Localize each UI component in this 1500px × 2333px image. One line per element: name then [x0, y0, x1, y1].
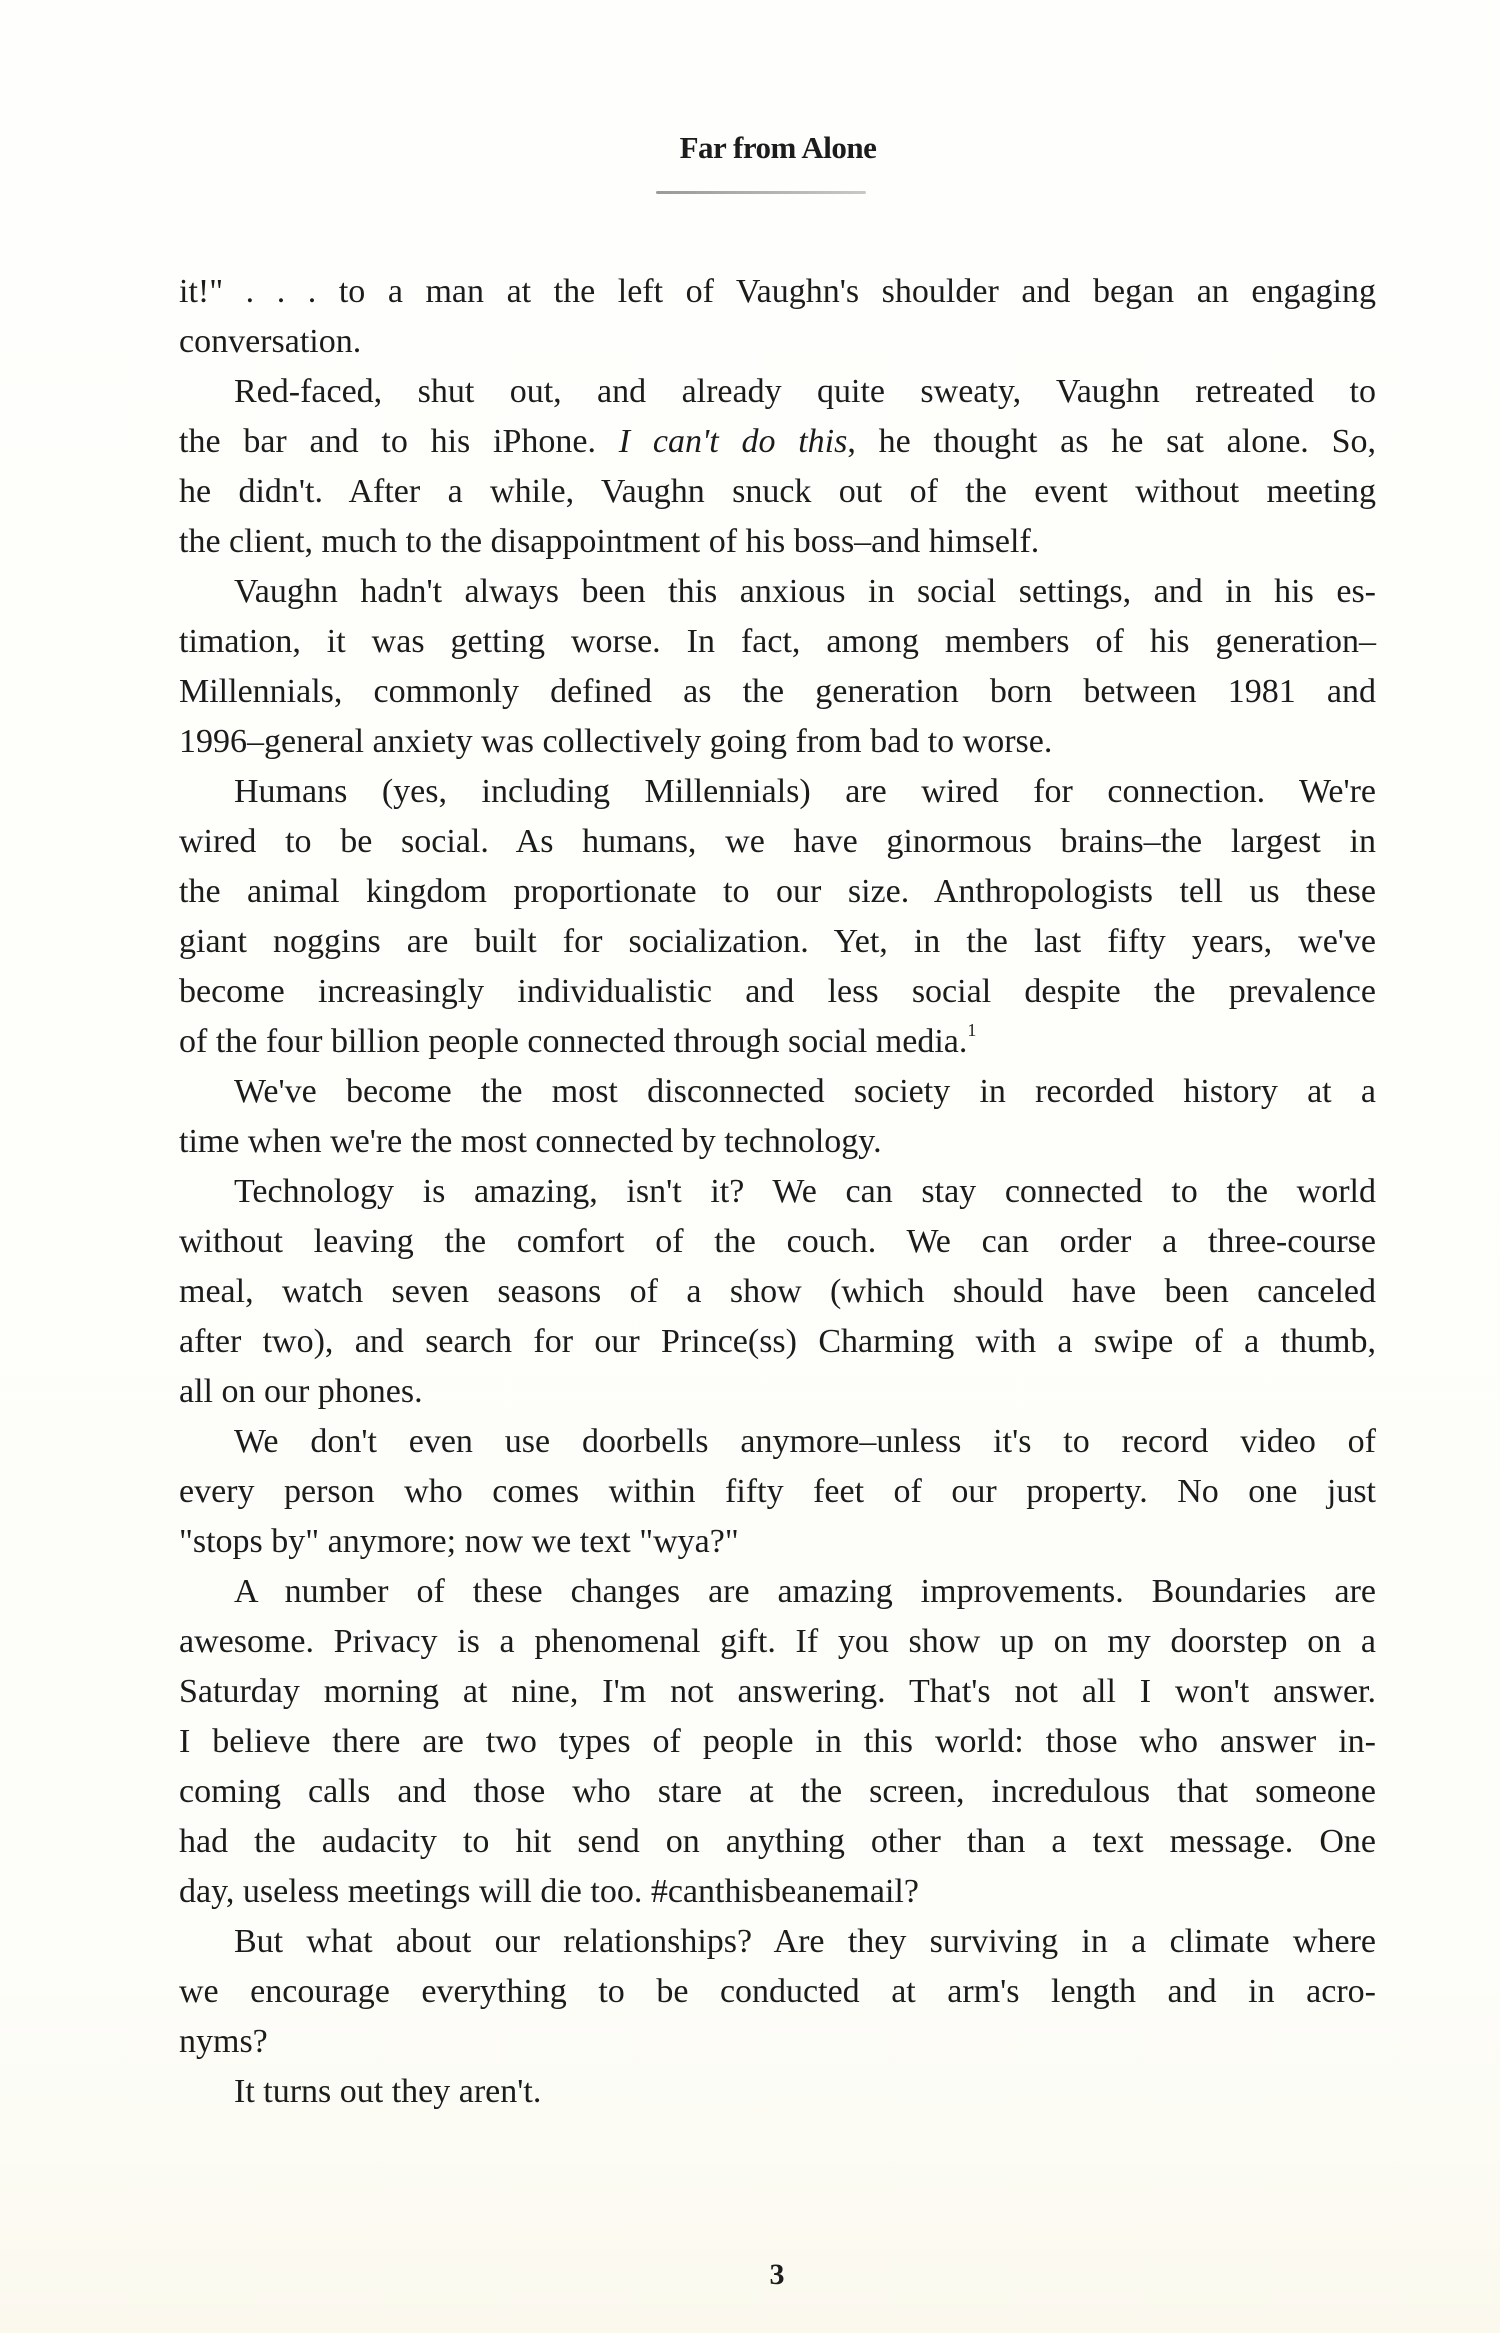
italic-text: I can't do this [618, 423, 848, 460]
paragraph [179, 2067, 1376, 2117]
text-line: conversation. [179, 323, 362, 360]
text-line: coming calls and those who stare at the screen, incredulous that someone [179, 1773, 1376, 1810]
text-line: wired to be social. As humans, we have ginormous brains–the largest in [179, 823, 1376, 860]
text-line: after two), and search for our Prince(ss) Charming with a swipe of a thumb, [179, 1323, 1376, 1360]
paragraph [179, 767, 1376, 1067]
text-line: we encourage everything to be conducted at arm's length and in acro- [179, 1973, 1376, 2010]
text-line: Millennials, commonly defined as the generation born between 1981 and [179, 673, 1376, 710]
text-line: without leaving the comfort of the couch. We can order a three-course [179, 1223, 1376, 1260]
text-line: We've become the most disconnected society in recorded history at a [234, 1073, 1376, 1110]
text-line: day, useless meetings will die too. #canthisbeanemail? [179, 1873, 919, 1910]
paragraph [179, 1417, 1376, 1567]
text-line: It turns out they aren't. [234, 2073, 542, 2110]
text-line: meal, watch seven seasons of a show (which should have been canceled [179, 1273, 1376, 1310]
text-line [179, 417, 1376, 467]
text-line: We don't even use doorbells anymore–unless it's to record video of [234, 1423, 1376, 1460]
text-line: awesome. Privacy is a phenomenal gift. If you show up on my doorstep on a [179, 1623, 1376, 1660]
text-line: A number of these changes are amazing improvements. Boundaries are [234, 1573, 1376, 1610]
text-segment: of the four billion people connected through social media. [179, 1023, 968, 1060]
text-line: every person who comes within fifty feet of our property. No one just [179, 1473, 1376, 1510]
text-line: Red-faced, shut out, and already quite sweaty, Vaughn retreated to [234, 373, 1376, 410]
text-line: become increasingly individualistic and less social despite the prevalence [179, 973, 1376, 1010]
text-line: had the audacity to hit send on anything other than a text message. One [179, 1823, 1376, 1860]
body-text [179, 267, 1376, 2117]
text-line: the animal kingdom proportionate to our size. Anthropologists tell us these [179, 873, 1376, 910]
running-head: Far from Alone [679, 130, 877, 165]
text-line: Saturday morning at nine, I'm not answering. That's not all I won't answer. [179, 1673, 1376, 1710]
text-line: time when we're the most connected by technology. [179, 1123, 882, 1160]
page-number: 3 [769, 2258, 785, 2291]
text-line: 1996–general anxiety was collectively going from bad to worse. [179, 723, 1053, 760]
text-line: timation, it was getting worse. In fact, among members of his generation– [179, 623, 1376, 660]
paragraph [179, 1067, 1376, 1167]
text-line: the client, much to the disappointment of his boss–and himself. [179, 523, 1040, 560]
text-line: he didn't. After a while, Vaughn snuck out of the event without meeting [179, 473, 1376, 510]
text-line: "stops by" anymore; now we text "wya?" [179, 1523, 739, 1560]
paragraph [179, 567, 1376, 767]
text-segment: the bar and to his iPhone. [179, 423, 619, 460]
text-line: Technology is amazing, isn't it? We can stay connected to the world [234, 1173, 1376, 1210]
text-line: But what about our relationships? Are they surviving in a climate where [234, 1923, 1376, 1960]
text-line: Humans (yes, including Millennials) are wired for connection. We're [234, 773, 1376, 810]
paragraph [179, 367, 1376, 567]
footnote-marker: 1 [967, 1020, 977, 1040]
text-line: nyms? [179, 2023, 268, 2060]
header-rule-divider [656, 191, 866, 194]
paragraph [179, 1167, 1376, 1417]
text-line [179, 1017, 1376, 1067]
text-line: Vaughn hadn't always been this anxious in social settings, and in his es- [234, 573, 1376, 610]
text-segment: , he thought as he sat alone. So, [847, 423, 1376, 460]
text-line: all on our phones. [179, 1373, 423, 1410]
text-line: I believe there are two types of people in this world: those who answer in- [179, 1723, 1376, 1760]
text-line: giant noggins are built for socialization. Yet, in the last fifty years, we've [179, 923, 1376, 960]
paragraph [179, 1917, 1376, 2067]
paragraph [179, 1567, 1376, 1917]
text-line: it!" . . . to a man at the left of Vaughn's shoulder and began an engaging [179, 273, 1376, 310]
paragraph [179, 267, 1376, 367]
